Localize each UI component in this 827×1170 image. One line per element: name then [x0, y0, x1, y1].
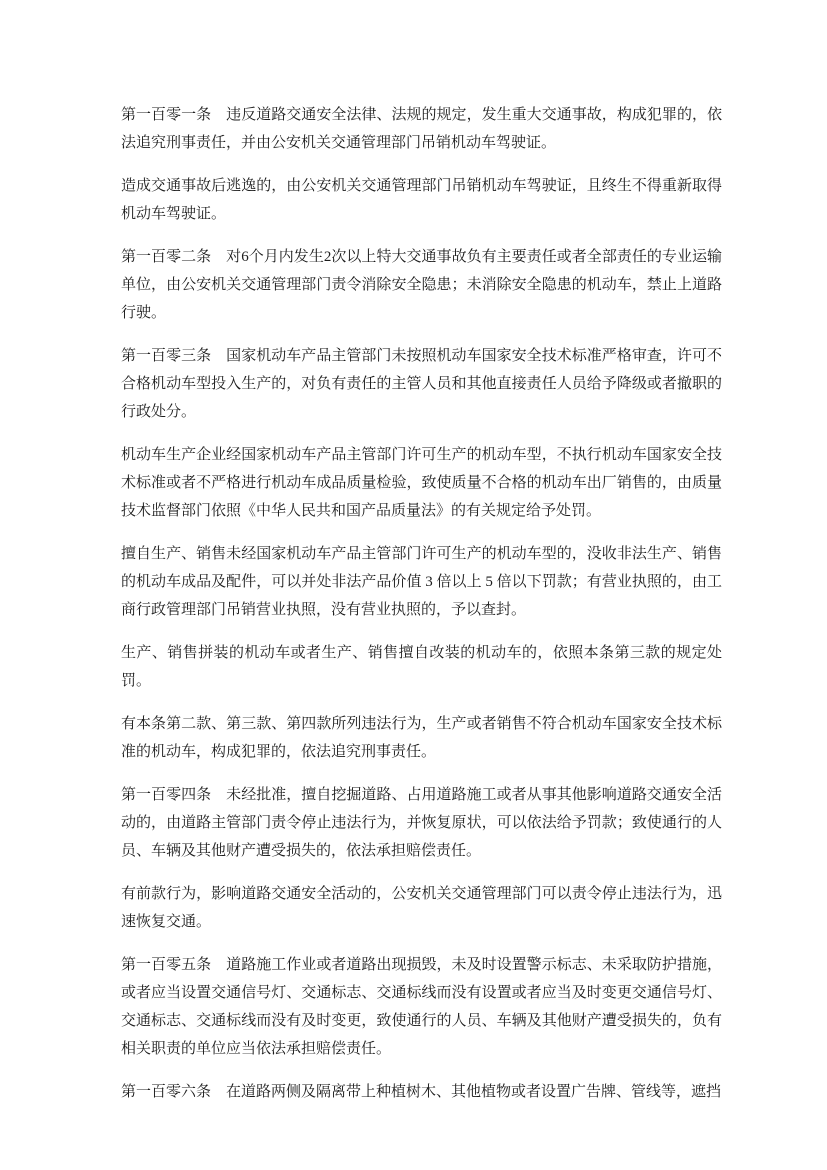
- paragraph-article-101-clause-2: 造成交通事故后逃逸的，由公安机关交通管理部门吊销机动车驾驶证，且终生不得重新取得机动车驾驶证。: [121, 178, 722, 222]
- document-body: [121, 101, 722, 1121]
- paragraph-article-103-clause-2: 机动车生产企业经国家机动车产品主管部门许可生产的机动车型，不执行机动车国家安全技术标准或者不严格进行机动车成品质量检验，致使质量不合格的机动车出厂销售的，由质量技术监督部门依照《中华人民共和国产品质量法》的有关规定给予处罚。: [121, 447, 722, 519]
- paragraph-article-103-clause-3: 擅自生产、销售未经国家机动车产品主管部门许可生产的机动车型的，没收非法生产、销售的机动车成品及配件，可以并处非法产品价值 3 倍以上 5 倍以下罚款；有营业执照的，由工商行政管理部门吊销营业执照，没有营业执照的，予以查封。: [121, 546, 722, 618]
- paragraph-article-102: 第一百零二条 对6个月内发生2次以上特大交通事故负有主要责任或者全部责任的专业运输单位，由公安机关交通管理部门责令消除安全隐患；未消除安全隐患的机动车，禁止上道路行驶。: [121, 249, 722, 321]
- paragraph-article-104-clause-2: 有前款行为，影响道路交通安全活动的，公安机关交通管理部门可以责令停止违法行为，迅速恢复交通。: [121, 886, 722, 930]
- paragraph-article-101: 第一百零一条 违反道路交通安全法律、法规的规定，发生重大交通事故，构成犯罪的，依法追究刑事责任，并由公安机关交通管理部门吊销机动车驾驶证。: [121, 107, 722, 151]
- paragraph-article-103: 第一百零三条 国家机动车产品主管部门未按照机动车国家安全技术标准严格审查，许可不合格机动车型投入生产的，对负有责任的主管人员和其他直接责任人员给予降级或者撤职的行政处分。: [121, 348, 722, 420]
- paragraph-article-103-clause-5: 有本条第二款、第三款、第四款所列违法行为，生产或者销售不符合机动车国家安全技术标准的机动车，构成犯罪的，依法追究刑事责任。: [121, 716, 722, 760]
- paragraph-article-106: 第一百零六条 在道路两侧及隔离带上种植树木、其他植物或者设置广告牌、管线等，遮挡: [121, 1084, 722, 1100]
- paragraph-article-105: 第一百零五条 道路施工作业或者道路出现损毁，未及时设置警示标志、未采取防护措施，或者应当设置交通信号灯、交通标志、交通标线而没有设置或者应当及时变更交通信号灯、交通标志、交通标线而没有及时变更，致使通行的人员、车辆及其他财产遭受损失的，负有相关职责的单位应当依法承担赔偿责任。: [121, 957, 722, 1057]
- paragraph-article-104: 第一百零四条 未经批准，擅自挖掘道路、占用道路施工或者从事其他影响道路交通安全活动的，由道路主管部门责令停止违法行为，并恢复原状，可以依法给予罚款；致使通行的人员、车辆及其他财产遭受损失的，依法承担赔偿责任。: [121, 787, 722, 859]
- paragraph-article-103-clause-4: 生产、销售拼装的机动车或者生产、销售擅自改装的机动车的，依照本条第三款的规定处罚。: [121, 645, 722, 689]
